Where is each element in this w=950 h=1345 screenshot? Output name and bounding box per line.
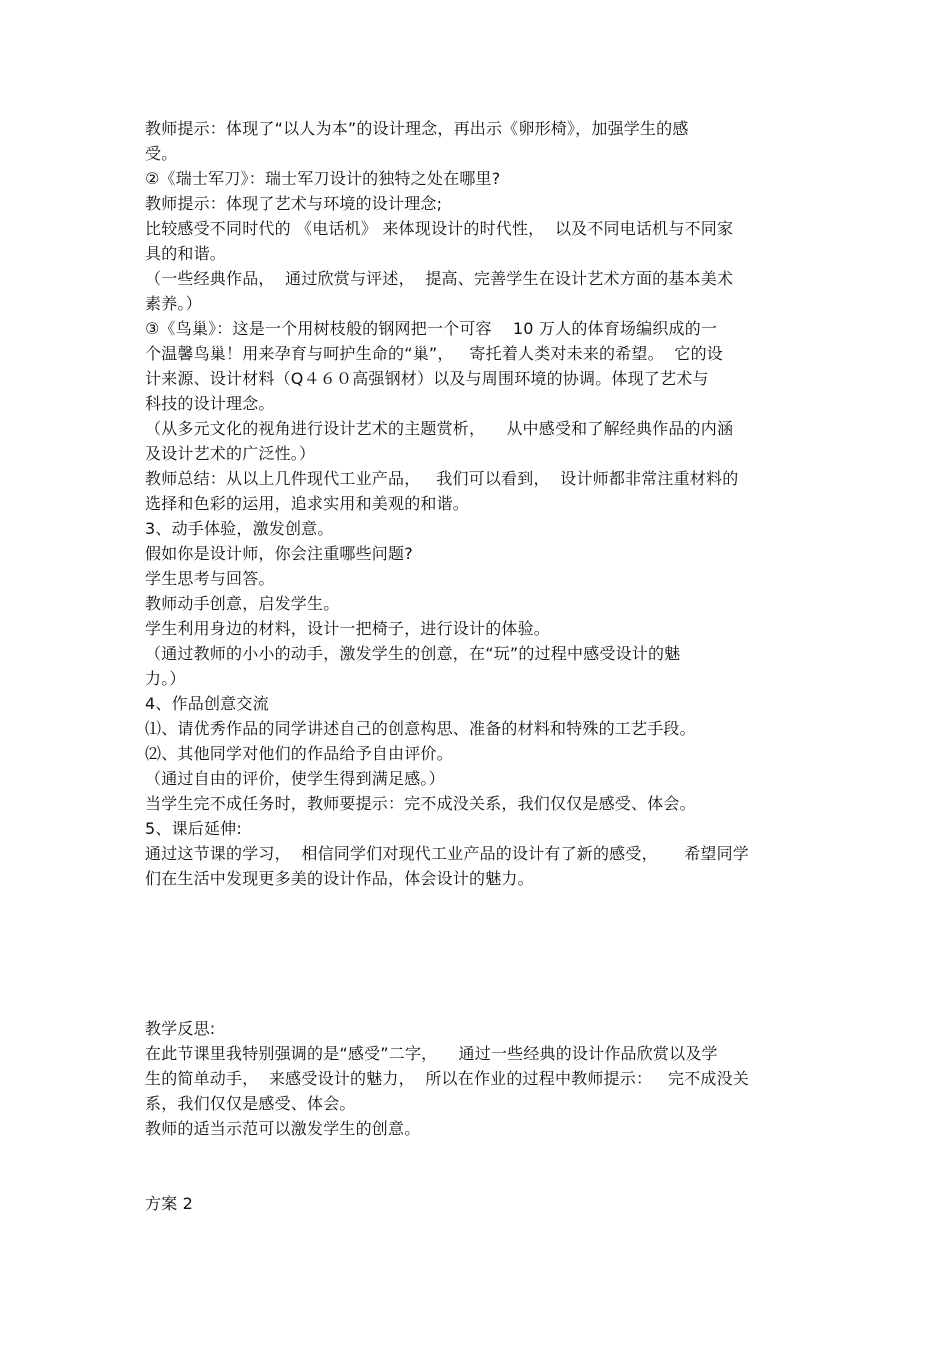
- text-line: 具的和谐。: [145, 244, 227, 263]
- text-line: （通过自由的评价，使学生得到满足感。）: [145, 769, 445, 788]
- text-line: 及设计艺术的广泛性。）: [145, 444, 316, 463]
- text-line: 教师总结：从以上几件现代工业产品， 我们可以看到， 设计师都非常注重材料的: [145, 469, 739, 488]
- text-line: 力。）: [145, 669, 186, 688]
- section-heading: 5、课后延伸:: [145, 819, 242, 838]
- text-line: 素养。）: [145, 294, 202, 313]
- text-line: ②《瑞士军刀》：瑞士军刀设计的独特之处在哪里?: [145, 169, 501, 188]
- text-line: 教师的适当示范可以激发学生的创意。: [145, 1119, 421, 1138]
- text-line: 生的简单动手， 来感受设计的魅力， 所以在作业的过程中教师提示： 完不成没关: [145, 1069, 750, 1088]
- text-line: 在此节课里我特别强调的是“感受”二字， 通过一些经典的设计作品欣赏以及学: [145, 1044, 718, 1063]
- text-line: 计来源、设计材料（Q４６０高强钢材）以及与周围环境的协调。体现了艺术与: [145, 369, 709, 388]
- text-line: （一些经典作品， 通过欣赏与评述， 提高、完善学生在设计艺术方面的基本美术: [145, 269, 734, 288]
- text-line: 通过这节课的学习， 相信同学们对现代工业产品的设计有了新的感受， 希望同学: [145, 844, 750, 863]
- text-line: 比较感受不同时代的 《电话机》 来体现设计的时代性， 以及不同电话机与不同家: [145, 219, 734, 238]
- text-line: 教师动手创意，启发学生。: [145, 594, 340, 613]
- text-line: 假如你是设计师，你会注重哪些问题?: [145, 544, 413, 563]
- text-line: 系，我们仅仅是感受、体会。: [145, 1094, 356, 1113]
- text-line: 们在生活中发现更多美的设计作品，体会设计的魅力。: [145, 869, 534, 888]
- text-line: 科技的设计理念。: [145, 394, 275, 413]
- text-line: 个温馨鸟巢！用来孕育与呵护生命的“巢”， 寄托着人类对未来的希望。 它的设: [145, 344, 724, 363]
- text-line: 教师提示：体现了“以人为本”的设计理念，再出示《卵形椅》，加强学生的感: [145, 119, 689, 138]
- text-line: 选择和色彩的运用，追求实用和美观的和谐。: [145, 494, 470, 513]
- text-line: 学生利用身边的材料，设计一把椅子，进行设计的体验。: [145, 619, 551, 638]
- text-line: 受。: [145, 144, 178, 163]
- reflection-heading: 教学反思:: [145, 1019, 216, 1038]
- text-line: ⑵、其他同学对他们的作品给予自由评价。: [145, 744, 453, 763]
- text-line: ③《鸟巢》：这是一个用树枝般的钢网把一个可容 10 万人的体育场编织成的一: [145, 319, 718, 338]
- text-line: 教师提示：体现了艺术与环境的设计理念;: [145, 194, 443, 213]
- text-line: ⑴、请优秀作品的同学讲述自己的创意构思、准备的材料和特殊的工艺手段。: [145, 719, 696, 738]
- plan-heading: 方案 2: [145, 1194, 194, 1213]
- text-line: 当学生完不成任务时，教师要提示：完不成没关系，我们仅仅是感受、体会。: [145, 794, 696, 813]
- text-line: （从多元文化的视角进行设计艺术的主题赏析， 从中感受和了解经典作品的内涵: [145, 419, 734, 438]
- section-heading: 3、动手体验，激发创意。: [145, 519, 334, 538]
- text-line: 学生思考与回答。: [145, 569, 275, 588]
- section-heading: 4、作品创意交流: [145, 694, 269, 713]
- text-line: （通过教师的小小的动手，激发学生的创意，在“玩”的过程中感受设计的魅: [145, 644, 681, 663]
